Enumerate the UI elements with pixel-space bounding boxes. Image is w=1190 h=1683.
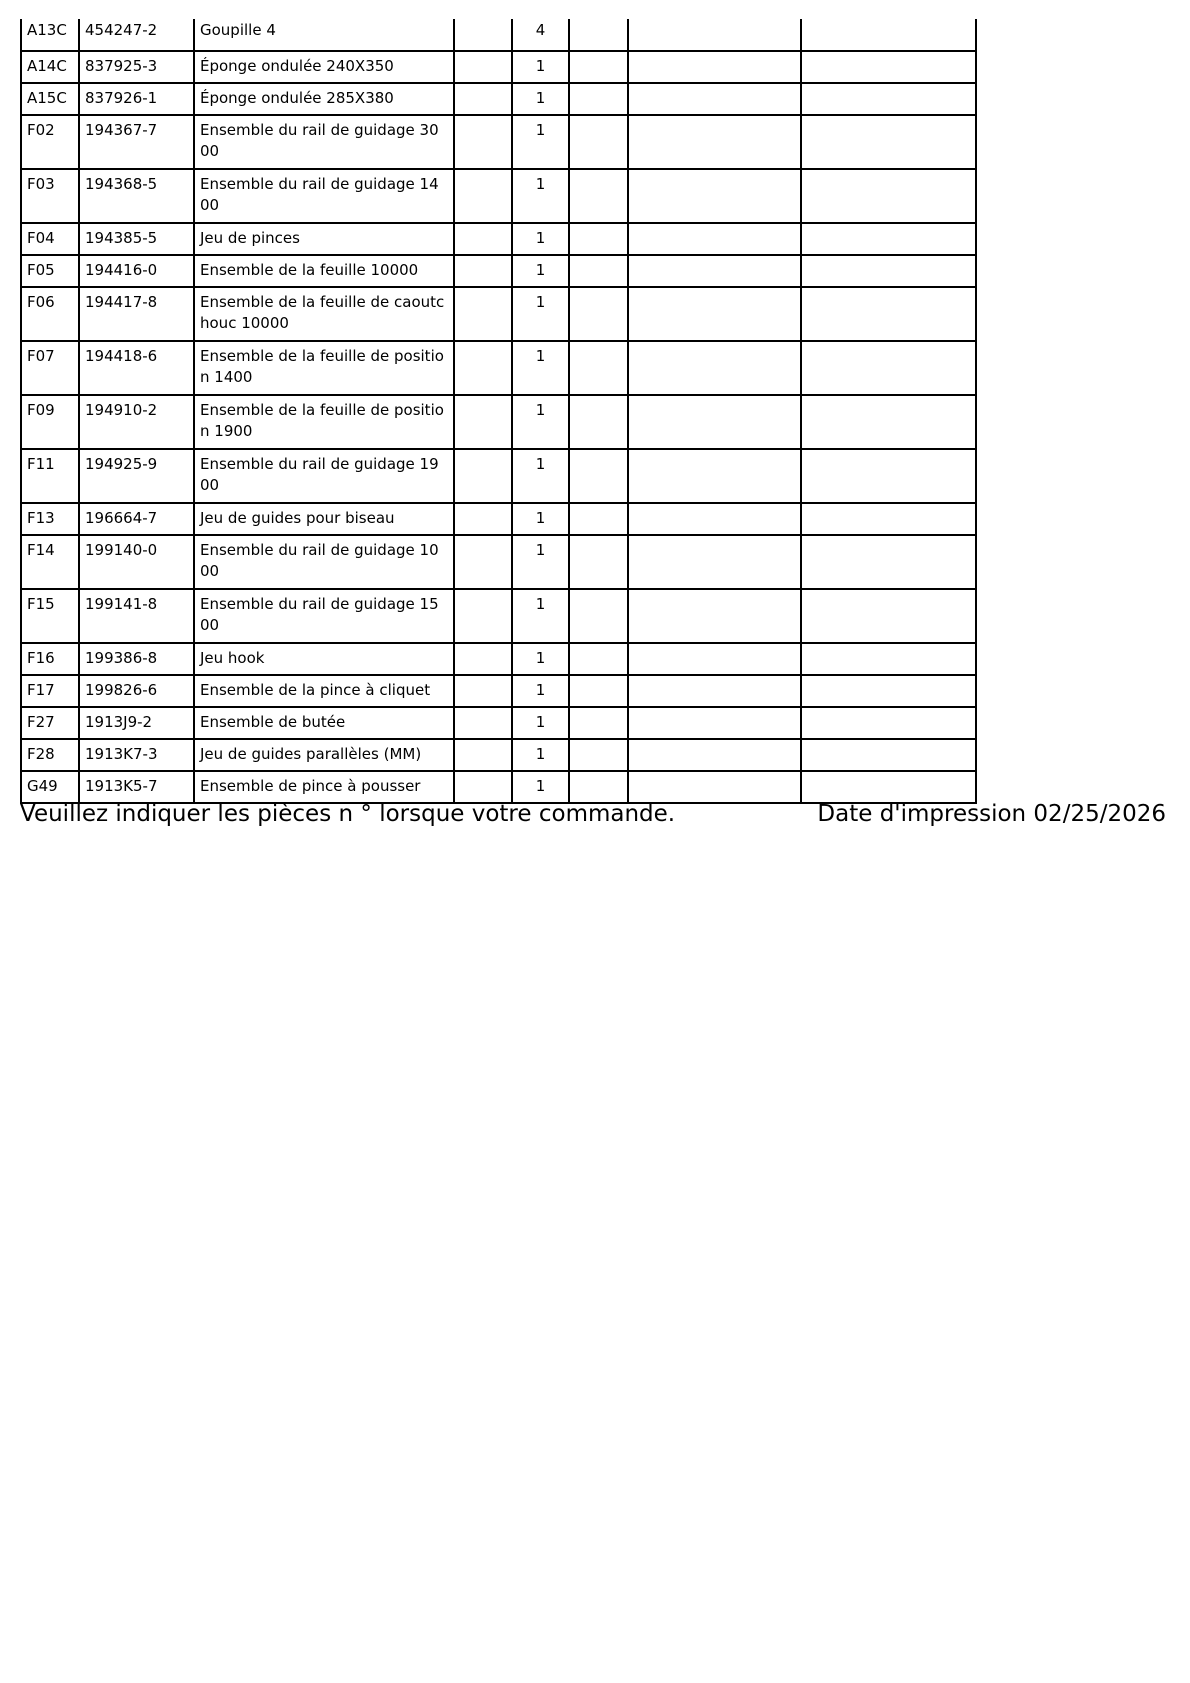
- cell-ref: F27: [21, 707, 79, 739]
- cell-empty: [569, 223, 628, 255]
- cell-description: Ensemble de butée: [194, 707, 454, 739]
- table-row: [21, 287, 976, 341]
- cell-description: Ensemble du rail de guidage 1000: [194, 535, 454, 589]
- cell-empty: [569, 395, 628, 449]
- cell-quantity: 1: [512, 707, 569, 739]
- cell-empty: [569, 707, 628, 739]
- cell-empty: [569, 589, 628, 643]
- cell-empty: [454, 643, 512, 675]
- cell-empty: [801, 449, 976, 503]
- cell-description: Ensemble du rail de guidage 1400: [194, 169, 454, 223]
- cell-description: Goupille 4: [194, 19, 454, 51]
- table-row: [21, 169, 976, 223]
- cell-quantity: 1: [512, 83, 569, 115]
- cell-ref: F06: [21, 287, 79, 341]
- cell-empty: [454, 115, 512, 169]
- table-row: [21, 223, 976, 255]
- cell-description: Ensemble de la feuille 10000: [194, 255, 454, 287]
- table-row: [21, 535, 976, 589]
- cell-empty: [628, 19, 801, 51]
- cell-part-number: 837925-3: [79, 51, 194, 83]
- cell-empty: [569, 115, 628, 169]
- cell-empty: [569, 675, 628, 707]
- cell-empty: [801, 739, 976, 771]
- table-row: [21, 115, 976, 169]
- table-row: [21, 589, 976, 643]
- cell-part-number: 1913K5-7: [79, 771, 194, 803]
- cell-empty: [628, 115, 801, 169]
- cell-part-number: 1913J9-2: [79, 707, 194, 739]
- cell-empty: [801, 287, 976, 341]
- cell-empty: [569, 449, 628, 503]
- cell-description: Jeu hook: [194, 643, 454, 675]
- cell-empty: [801, 169, 976, 223]
- cell-empty: [801, 395, 976, 449]
- cell-ref: F02: [21, 115, 79, 169]
- cell-quantity: 1: [512, 643, 569, 675]
- cell-empty: [569, 255, 628, 287]
- cell-description: Ensemble de pince à pousser: [194, 771, 454, 803]
- cell-ref: F07: [21, 341, 79, 395]
- cell-ref: F03: [21, 169, 79, 223]
- cell-description: Éponge ondulée 240X350: [194, 51, 454, 83]
- cell-empty: [454, 707, 512, 739]
- cell-quantity: 1: [512, 169, 569, 223]
- cell-empty: [569, 169, 628, 223]
- table-row: [21, 503, 976, 535]
- table-row: [21, 707, 976, 739]
- cell-empty: [801, 589, 976, 643]
- cell-empty: [569, 51, 628, 83]
- cell-ref: F16: [21, 643, 79, 675]
- cell-empty: [801, 223, 976, 255]
- parts-table: [20, 19, 977, 804]
- cell-empty: [569, 643, 628, 675]
- cell-empty: [454, 19, 512, 51]
- cell-empty: [628, 395, 801, 449]
- cell-empty: [801, 19, 976, 51]
- cell-part-number: 196664-7: [79, 503, 194, 535]
- cell-empty: [628, 589, 801, 643]
- cell-empty: [628, 643, 801, 675]
- cell-empty: [801, 503, 976, 535]
- cell-empty: [801, 51, 976, 83]
- cell-empty: [454, 255, 512, 287]
- cell-part-number: 194910-2: [79, 395, 194, 449]
- order-note: Veuillez indiquer les pièces n ° lorsque votre commande.: [20, 801, 676, 827]
- cell-quantity: 1: [512, 535, 569, 589]
- cell-quantity: 1: [512, 341, 569, 395]
- cell-ref: F17: [21, 675, 79, 707]
- cell-empty: [628, 83, 801, 115]
- cell-empty: [569, 503, 628, 535]
- cell-empty: [569, 19, 628, 51]
- cell-empty: [569, 287, 628, 341]
- cell-description: Ensemble du rail de guidage 3000: [194, 115, 454, 169]
- cell-empty: [454, 535, 512, 589]
- cell-description: Ensemble de la pince à cliquet: [194, 675, 454, 707]
- cell-part-number: 194417-8: [79, 287, 194, 341]
- cell-quantity: 1: [512, 223, 569, 255]
- cell-description: Jeu de pinces: [194, 223, 454, 255]
- table-row: [21, 19, 976, 51]
- cell-empty: [628, 675, 801, 707]
- cell-description: Ensemble de la feuille de caoutchouc 10000: [194, 287, 454, 341]
- cell-ref: A15C: [21, 83, 79, 115]
- cell-quantity: 1: [512, 51, 569, 83]
- cell-part-number: 199140-0: [79, 535, 194, 589]
- cell-quantity: 1: [512, 589, 569, 643]
- print-date: Date d'impression 02/25/2026: [817, 801, 1166, 827]
- cell-ref: F05: [21, 255, 79, 287]
- cell-part-number: 194368-5: [79, 169, 194, 223]
- cell-empty: [569, 771, 628, 803]
- cell-empty: [454, 51, 512, 83]
- cell-quantity: 1: [512, 503, 569, 535]
- cell-ref: F15: [21, 589, 79, 643]
- cell-empty: [801, 535, 976, 589]
- cell-description: Jeu de guides parallèles (MM): [194, 739, 454, 771]
- cell-empty: [628, 449, 801, 503]
- cell-empty: [454, 449, 512, 503]
- cell-empty: [801, 675, 976, 707]
- cell-empty: [801, 643, 976, 675]
- cell-empty: [454, 739, 512, 771]
- cell-part-number: 199141-8: [79, 589, 194, 643]
- cell-ref: A13C: [21, 19, 79, 51]
- cell-empty: [801, 115, 976, 169]
- cell-empty: [801, 771, 976, 803]
- cell-empty: [628, 287, 801, 341]
- cell-quantity: 1: [512, 739, 569, 771]
- cell-quantity: 1: [512, 287, 569, 341]
- cell-ref: F13: [21, 503, 79, 535]
- cell-empty: [801, 341, 976, 395]
- cell-ref: G49: [21, 771, 79, 803]
- cell-part-number: 199826-6: [79, 675, 194, 707]
- cell-quantity: 1: [512, 675, 569, 707]
- cell-empty: [628, 535, 801, 589]
- cell-empty: [628, 51, 801, 83]
- cell-part-number: 194925-9: [79, 449, 194, 503]
- cell-empty: [628, 739, 801, 771]
- cell-quantity: 1: [512, 449, 569, 503]
- cell-empty: [454, 503, 512, 535]
- cell-description: Jeu de guides pour biseau: [194, 503, 454, 535]
- cell-part-number: 194367-7: [79, 115, 194, 169]
- table-row: [21, 395, 976, 449]
- cell-description: Ensemble de la feuille de position 1900: [194, 395, 454, 449]
- cell-empty: [628, 223, 801, 255]
- cell-empty: [569, 83, 628, 115]
- cell-empty: [801, 83, 976, 115]
- cell-empty: [454, 169, 512, 223]
- cell-quantity: 4: [512, 19, 569, 51]
- cell-quantity: 1: [512, 115, 569, 169]
- cell-empty: [569, 535, 628, 589]
- table-row: [21, 675, 976, 707]
- cell-empty: [569, 341, 628, 395]
- cell-empty: [628, 255, 801, 287]
- cell-part-number: 1913K7-3: [79, 739, 194, 771]
- table-row: [21, 83, 976, 115]
- table-row: [21, 771, 976, 803]
- cell-empty: [454, 83, 512, 115]
- cell-empty: [801, 255, 976, 287]
- cell-quantity: 1: [512, 395, 569, 449]
- table-row: [21, 643, 976, 675]
- cell-ref: F14: [21, 535, 79, 589]
- cell-empty: [628, 503, 801, 535]
- table-row: [21, 51, 976, 83]
- cell-part-number: 194418-6: [79, 341, 194, 395]
- cell-empty: [628, 771, 801, 803]
- cell-description: Éponge ondulée 285X380: [194, 83, 454, 115]
- cell-quantity: 1: [512, 255, 569, 287]
- cell-description: Ensemble de la feuille de position 1400: [194, 341, 454, 395]
- cell-description: Ensemble du rail de guidage 1900: [194, 449, 454, 503]
- cell-empty: [454, 589, 512, 643]
- cell-empty: [801, 707, 976, 739]
- cell-part-number: 837926-1: [79, 83, 194, 115]
- cell-part-number: 454247-2: [79, 19, 194, 51]
- table-row: [21, 449, 976, 503]
- cell-part-number: 194385-5: [79, 223, 194, 255]
- table-row: [21, 739, 976, 771]
- cell-empty: [628, 707, 801, 739]
- cell-empty: [454, 675, 512, 707]
- cell-quantity: 1: [512, 771, 569, 803]
- cell-empty: [454, 287, 512, 341]
- cell-empty: [454, 771, 512, 803]
- cell-empty: [569, 739, 628, 771]
- cell-ref: F09: [21, 395, 79, 449]
- cell-ref: A14C: [21, 51, 79, 83]
- cell-empty: [454, 395, 512, 449]
- cell-description: Ensemble du rail de guidage 1500: [194, 589, 454, 643]
- cell-part-number: 199386-8: [79, 643, 194, 675]
- cell-ref: F04: [21, 223, 79, 255]
- parts-table-body: [21, 19, 976, 803]
- cell-part-number: 194416-0: [79, 255, 194, 287]
- cell-ref: F11: [21, 449, 79, 503]
- cell-ref: F28: [21, 739, 79, 771]
- cell-empty: [628, 341, 801, 395]
- cell-empty: [628, 169, 801, 223]
- cell-empty: [454, 341, 512, 395]
- cell-empty: [454, 223, 512, 255]
- table-row: [21, 255, 976, 287]
- table-row: [21, 341, 976, 395]
